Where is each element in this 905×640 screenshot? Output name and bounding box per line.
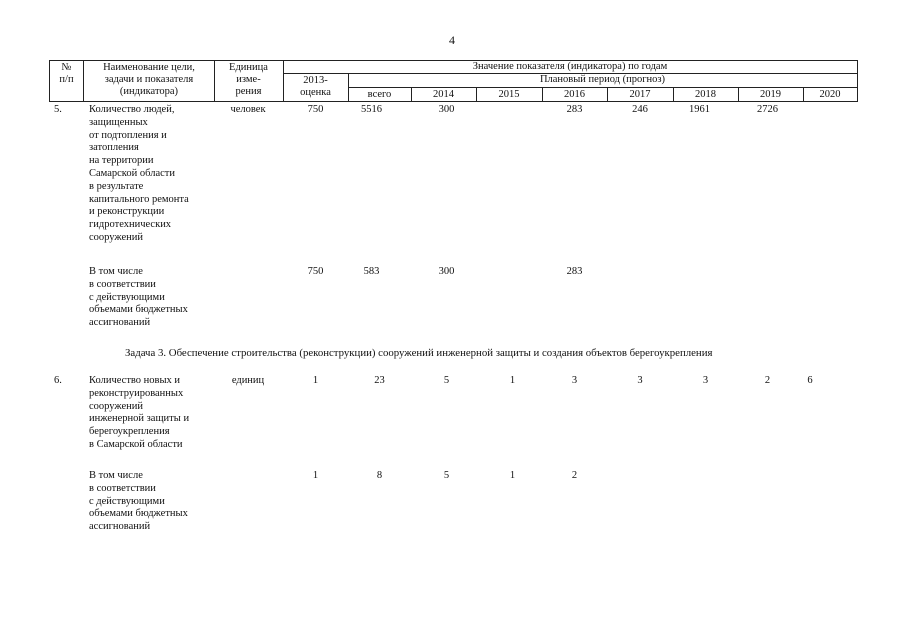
task-3-heading: Задача 3. Обеспечение строительства (реконструкции) сооружений инженерной защиты и создания объектов берегоукрепления <box>125 347 713 359</box>
row-total: 23 <box>374 375 385 386</box>
row-estimate: 750 <box>307 104 324 115</box>
row-2017: 3 <box>637 375 643 386</box>
header-num: № п/п <box>59 62 74 85</box>
row-estimate: 750 <box>307 266 324 277</box>
row-total: 8 <box>376 470 383 481</box>
row-name: Количество новых и реконструированных сооружений инженерной защиты и берегоукрепления в Самарской области <box>89 375 190 450</box>
header-col-2019: 2019 <box>760 89 781 100</box>
row-2014: 5 <box>443 470 450 481</box>
header-col-2014: 2014 <box>433 89 454 100</box>
row-2014: 300 <box>438 266 455 277</box>
row-2016: 3 <box>571 375 578 386</box>
row-name: В том числе в соответствии с действующими объемами бюджетных ассигнований <box>89 266 188 329</box>
row-2015: 1 <box>509 470 516 481</box>
row-unit: единиц <box>231 375 265 386</box>
row-total: 5516 <box>361 104 382 115</box>
row-2020: 6 <box>807 375 813 386</box>
row-2018: 3 <box>702 375 709 386</box>
row-estimate: 1 <box>312 375 319 386</box>
row-number: 6. <box>54 375 62 386</box>
header-col-2015: 2015 <box>498 89 520 100</box>
row-2014: 5 <box>443 375 450 386</box>
header-estimate: 2013- оценка <box>300 75 331 98</box>
row-estimate: 1 <box>312 470 319 481</box>
page-number: 4 <box>449 33 455 47</box>
header-col-2018: 2018 <box>695 89 716 100</box>
header-values-title: Значение показателя (индикатора) по годам <box>472 61 668 72</box>
row-2014: 300 <box>438 104 455 115</box>
row-number: 5. <box>54 104 62 115</box>
row-2015: 1 <box>509 375 516 386</box>
header-col-2016: 2016 <box>564 89 585 100</box>
row-2019: 2726 <box>757 104 778 115</box>
row-2016: 2 <box>571 470 578 481</box>
header-col-2017: 2017 <box>629 89 651 100</box>
header-col-2020: 2020 <box>819 89 841 100</box>
row-total: 583 <box>363 266 380 277</box>
row-2019: 2 <box>764 375 771 386</box>
header-name: Наименование цели, задачи и показателя (индикатора) <box>103 62 195 97</box>
header-plan-title: Плановый период (прогноз) <box>539 74 666 85</box>
row-2016: 283 <box>566 104 583 115</box>
row-2017: 246 <box>632 104 648 115</box>
row-2018: 1961 <box>689 104 710 115</box>
row-name: Количество людей, защищенных от подтопления и затопления на территории Самарской области в результате капитального ремонта и реконструкции гидротехнических сооружений <box>89 104 189 243</box>
row-unit: человек <box>230 104 266 115</box>
header-unit: Единица изме- рения <box>229 62 268 97</box>
row-name: В том числе в соответствии с действующими объемами бюджетных ассигнований <box>89 470 188 533</box>
header-col-total: всего <box>367 89 392 100</box>
row-2016: 283 <box>566 266 583 277</box>
